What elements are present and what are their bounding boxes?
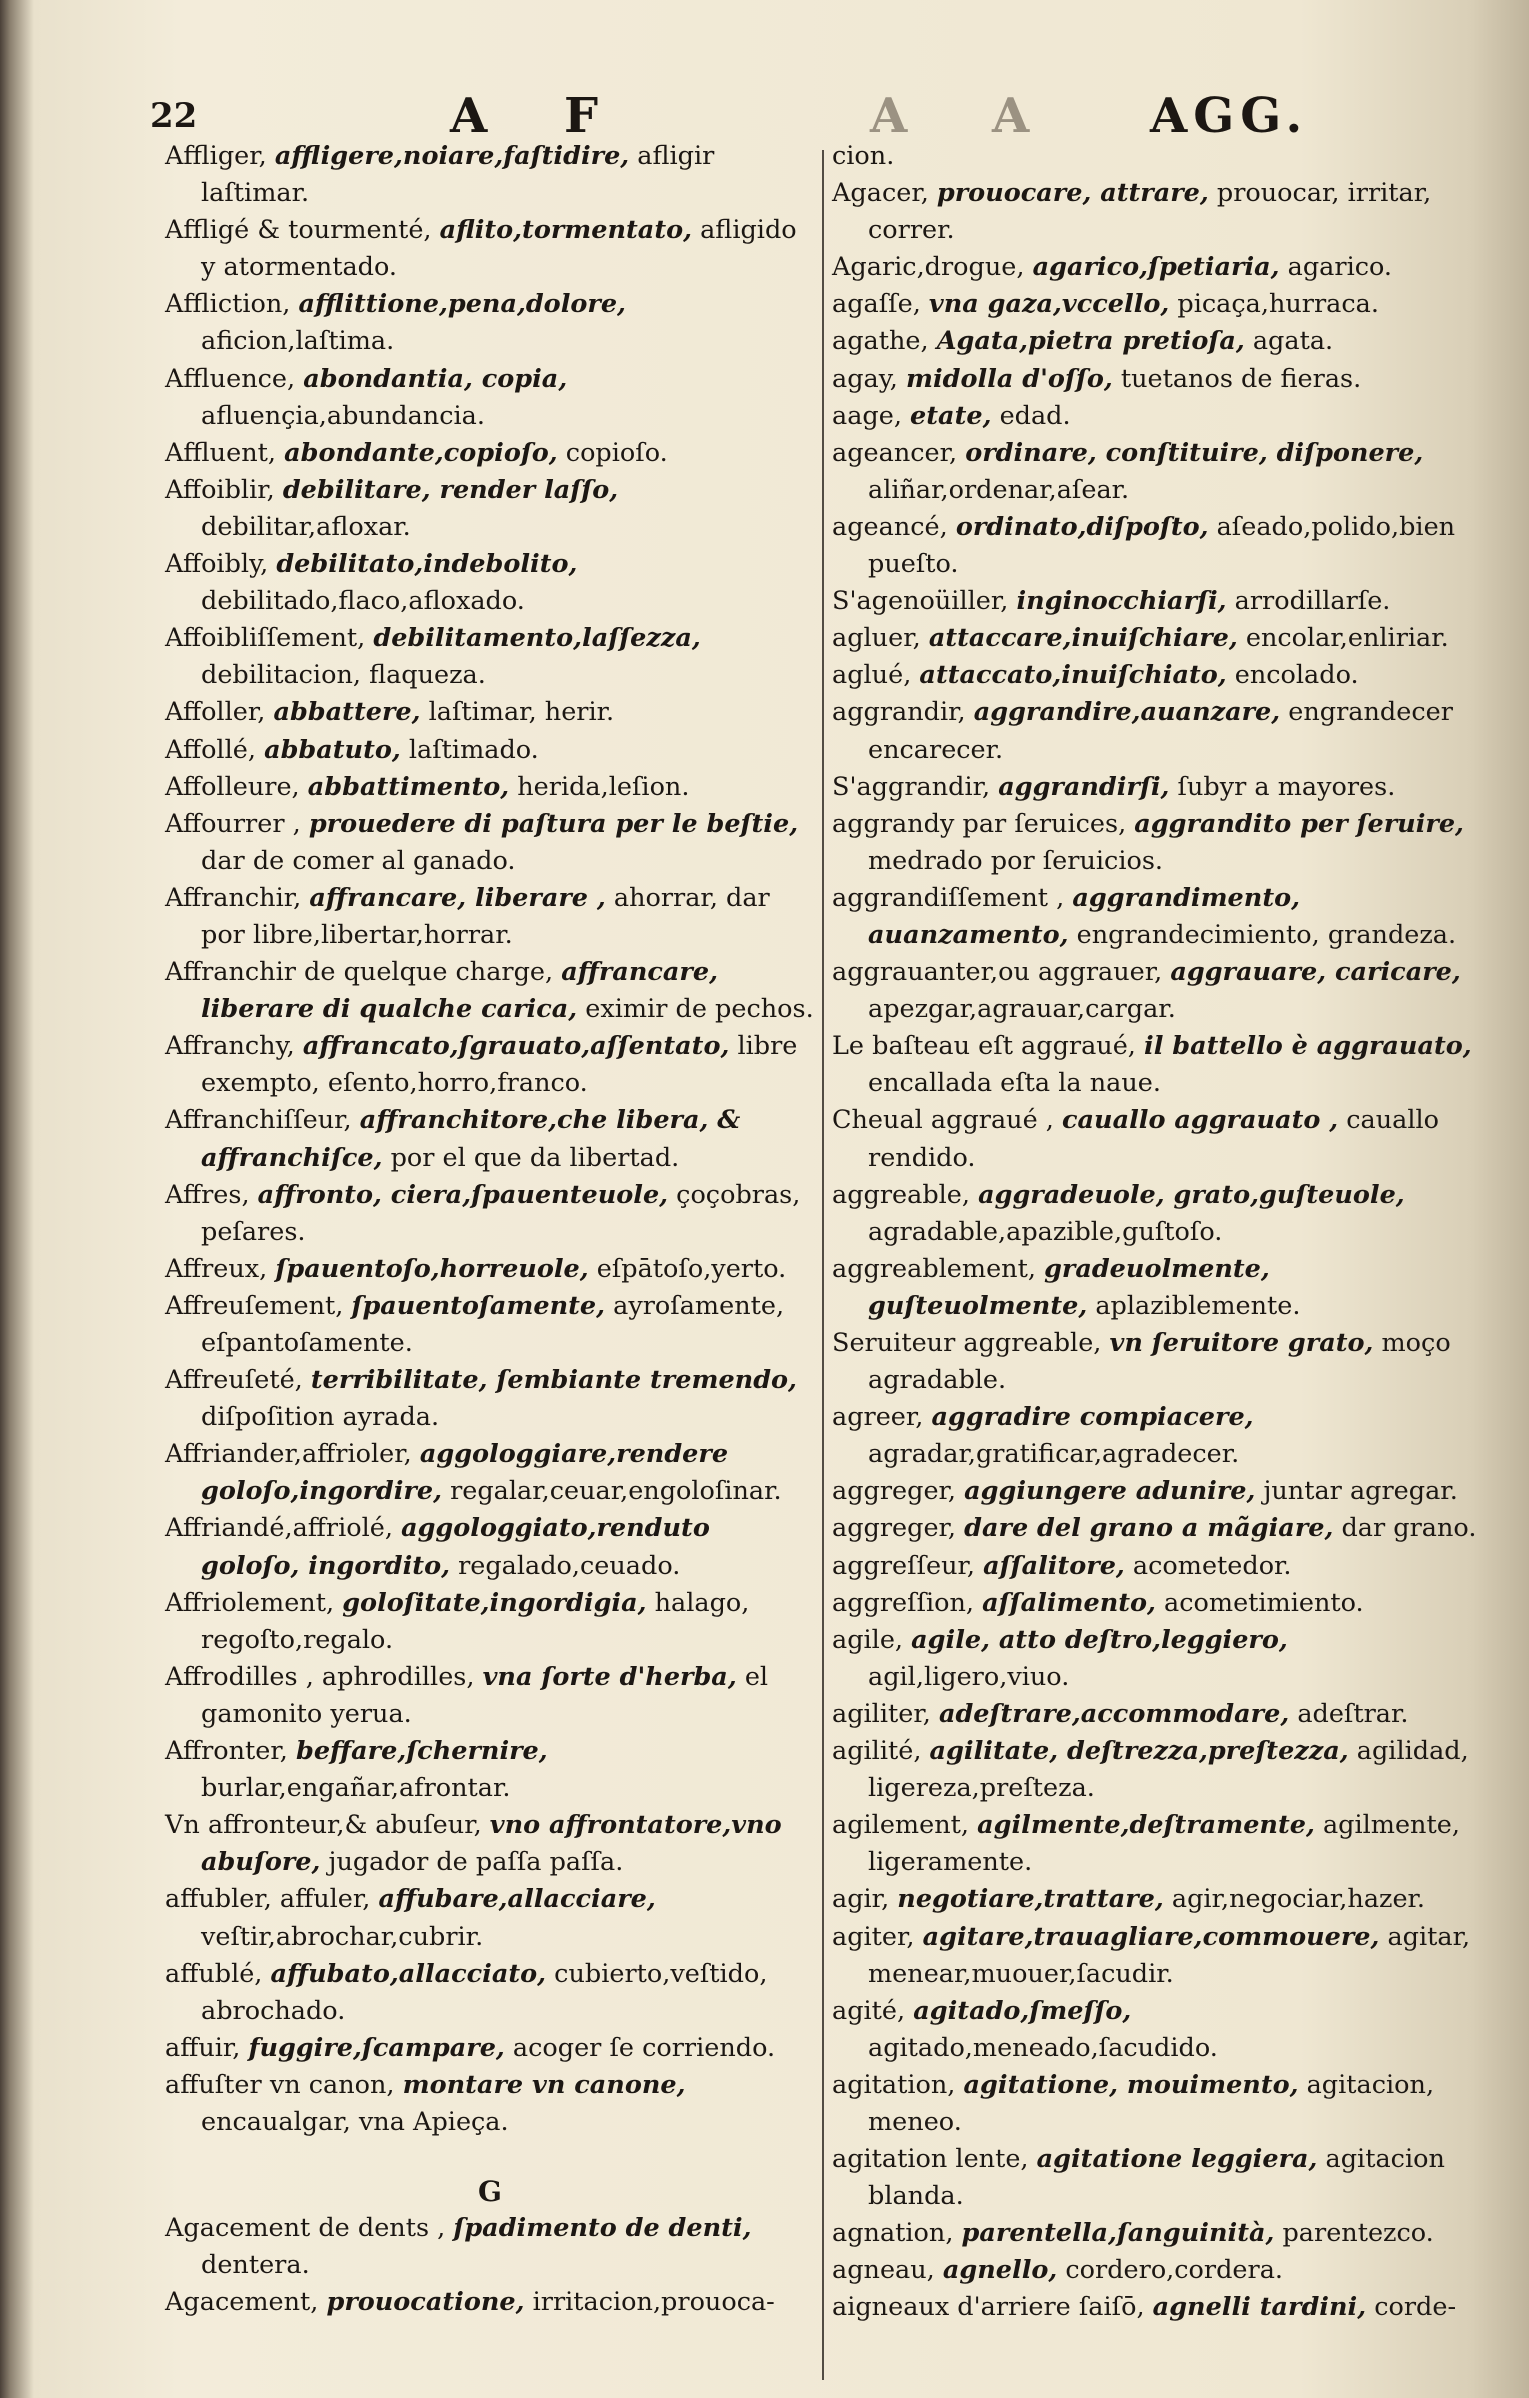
italian-translation: ſpadimento de denti, — [453, 2213, 752, 2244]
italian-translation: abbattimento, — [307, 771, 510, 802]
headword: agir, — [832, 1884, 890, 1915]
italian-translation: aggiungere adunire, — [964, 1476, 1256, 1507]
spanish-translation: debilitacion, flaqueza. — [201, 660, 486, 691]
headword: agilité, — [832, 1736, 922, 1767]
headword: affuir, — [165, 2032, 241, 2063]
dictionary-entry — [165, 1251, 815, 1288]
dictionary-entry — [165, 694, 815, 731]
spanish-translation: regalado,ceuado. — [458, 1550, 681, 1581]
dictionary-entry — [165, 769, 815, 806]
italian-translation: abondantia, copia, — [303, 363, 568, 394]
spanish-translation: engrandecimiento, grandeza. — [1076, 919, 1457, 950]
spanish-translation: arrodillarſe. — [1234, 586, 1391, 617]
dictionary-entry — [832, 249, 1482, 286]
italian-translation: aflito,tormentato, — [439, 215, 692, 246]
italian-translation: debilitato,indebolito, — [276, 549, 578, 580]
spanish-translation: veſtir,abrochar,cubrir. — [201, 1921, 484, 1952]
spanish-translation: çoçobras, peſares. — [201, 1179, 801, 1247]
italian-translation: negotiare,trattare, — [897, 1884, 1164, 1915]
italian-translation: agarico,ſpetiaria, — [1032, 252, 1280, 283]
italian-translation: prouocare, attrare, — [936, 178, 1209, 209]
headword: Affolleure, — [165, 771, 300, 802]
right-running-head-faded: A A — [870, 88, 1064, 144]
spanish-translation: halago, regoſto,regalo. — [201, 1587, 750, 1655]
headword: Affranchir de quelque charge, — [165, 957, 554, 988]
dictionary-entry — [832, 1251, 1482, 1325]
headword: agitation, — [832, 2069, 956, 2100]
dictionary-entry — [165, 1585, 815, 1659]
spanish-translation: encaualgar, vna Apieça. — [201, 2106, 509, 2137]
italian-translation: aggrandito per ſeruire, — [1134, 808, 1464, 839]
italian-translation: affranchitore,che libera, & affranchiſce, — [201, 1105, 741, 1173]
italian-translation: debilitamento,laſſezza, — [373, 623, 701, 654]
column-divider — [822, 150, 824, 2380]
italian-translation: vna gaza,vccello, — [928, 289, 1170, 320]
dictionary-entry — [832, 1807, 1482, 1881]
dictionary-entry — [165, 286, 815, 360]
spanish-translation: cion. — [832, 141, 895, 171]
left-running-head: A F — [450, 88, 629, 144]
dictionary-entry — [832, 657, 1482, 694]
spanish-translation: aſeado,polido,bien pueſto. — [868, 511, 1456, 580]
headword: agreer, — [832, 1402, 924, 1433]
italian-translation: dare del grano a mãgiare, — [964, 1513, 1334, 1544]
spanish-translation: dentera. — [201, 2250, 310, 2281]
headword: aggrauanter,ou aggrauer, — [832, 957, 1163, 988]
italian-translation: agilitate, deſtrezza,preſtezza, — [929, 1736, 1349, 1767]
dictionary-entry — [832, 1102, 1482, 1176]
dictionary-entry — [165, 2067, 815, 2141]
headword: agitation lente, — [832, 2144, 1029, 2175]
dictionary-entry — [165, 1807, 815, 1881]
dictionary-entry — [165, 1102, 815, 1176]
italian-translation: agile, atto deſtro,leggiero, — [911, 1624, 1288, 1655]
headword: Affreuſeté, — [165, 1365, 303, 1396]
spanish-translation: apezgar,agrauar,cargar. — [868, 994, 1176, 1025]
spanish-translation: afligido y atormentado. — [201, 215, 797, 283]
headword: agneau, — [832, 2255, 935, 2286]
spanish-translation: laſtimado. — [408, 734, 539, 765]
headword: Affluence, — [165, 363, 296, 394]
italian-translation: inginocchiarſi, — [1016, 586, 1227, 617]
dictionary-entry — [832, 1733, 1482, 1807]
headword: agile, — [832, 1624, 904, 1655]
headword: aggreger, — [832, 1476, 957, 1507]
italian-translation: aggrauare, caricare, — [1170, 957, 1461, 988]
spanish-translation: juntar agregar. — [1263, 1476, 1458, 1507]
spanish-translation: el gamonito yerua. — [201, 1661, 769, 1729]
spanish-translation: agradar,gratificar,agradecer. — [868, 1439, 1240, 1470]
headword: Affreux, — [165, 1253, 268, 1284]
italian-translation: affligere,noiare,faſtidire, — [274, 141, 630, 171]
spanish-translation: prouocar, irritar, correr. — [868, 178, 1432, 246]
italian-translation: prouocatione, — [326, 2287, 525, 2318]
italian-translation: goloſitate,ingordigia, — [342, 1587, 647, 1618]
headword: Affourrer , — [165, 808, 301, 839]
dictionary-entry — [165, 620, 815, 694]
dictionary-entry — [165, 435, 815, 472]
headword: agilement, — [832, 1810, 969, 1841]
headword: affuſter vn canon, — [165, 2069, 395, 2100]
dictionary-entry — [832, 1473, 1482, 1510]
headword: Le baſteau eſt aggraué, — [832, 1031, 1136, 1062]
headword: Agacement, — [165, 2287, 319, 2318]
italian-translation: affronto, ciera,ſpauenteuole, — [257, 1179, 669, 1210]
italian-translation: affubare,allacciare, — [378, 1884, 656, 1915]
spanish-translation: engrandecer encarecer. — [868, 697, 1453, 765]
dictionary-entry — [165, 546, 815, 620]
headword: Affriandé,affriolé, — [165, 1513, 393, 1544]
dictionary-entry — [832, 1881, 1482, 1918]
dictionary-entry — [165, 2030, 815, 2067]
headword: agité, — [832, 1995, 906, 2026]
headword: Seruiteur aggreable, — [832, 1328, 1102, 1358]
headword: agluer, — [832, 623, 921, 654]
headword: Affreuſement, — [165, 1290, 344, 1321]
italian-translation: abbattere, — [273, 697, 421, 728]
dictionary-entry — [832, 1510, 1482, 1547]
italian-translation: attaccare,inuiſchiare, — [928, 623, 1238, 654]
headword: agiter, — [832, 1921, 915, 1952]
headword: agay, — [832, 363, 898, 394]
dictionary-entry — [165, 1288, 815, 1362]
dictionary-entry — [832, 620, 1482, 657]
italian-translation: midolla d'oſſo, — [905, 363, 1113, 394]
italian-translation: affrancare, liberare di qualche carica, — [201, 957, 718, 1025]
spanish-translation: encolar,enliriar. — [1245, 623, 1449, 654]
headword: Agaric,drogue, — [832, 252, 1025, 283]
italian-translation: aggrandirſi, — [998, 771, 1170, 802]
dictionary-entry — [165, 1362, 815, 1436]
dictionary-entry — [165, 361, 815, 435]
spanish-translation: jugador de paſſa paſſa. — [328, 1847, 624, 1878]
headword: ageancé, — [832, 511, 948, 542]
dictionary-entry — [832, 1325, 1482, 1399]
spanish-translation: agradable,apazible,guſtoſo. — [868, 1216, 1223, 1247]
dictionary-entry — [165, 2284, 815, 2321]
spanish-translation: debilitado,flaco,afloxado. — [201, 586, 525, 617]
headword: aggreſſeur, — [832, 1550, 976, 1581]
spanish-translation: diſpoſition ayrada. — [201, 1402, 440, 1433]
dictionary-entry — [832, 1177, 1482, 1251]
headword: aggreger, — [832, 1513, 957, 1544]
dictionary-entry — [832, 361, 1482, 398]
italian-translation: affubato,allacciato, — [270, 1958, 547, 1989]
spanish-translation: parentezco. — [1282, 2218, 1434, 2249]
spanish-translation: cubierto,veſtido, abrochado. — [201, 1958, 768, 2026]
spanish-translation: agitado,meneado,ſacudido. — [868, 2032, 1218, 2063]
spanish-translation: encallada eſta la naue. — [868, 1068, 1161, 1099]
dictionary-entry — [832, 806, 1482, 880]
italian-translation: aggradeuole, grato,guſteuole, — [978, 1179, 1405, 1210]
italian-translation: debilitare, render laſſo, — [282, 474, 619, 505]
headword: agnation, — [832, 2218, 954, 2249]
headword: Affrodilles , aphrodilles, — [165, 1661, 475, 1692]
headword: agaſſe, — [832, 289, 921, 320]
italian-translation: ordinato,diſpoſto, — [955, 511, 1209, 542]
headword: aggreable, — [832, 1179, 971, 1210]
dictionary-entry — [165, 212, 815, 286]
spanish-translation: dar grano. — [1341, 1513, 1477, 1544]
headword: S'aggrandir, — [832, 771, 991, 802]
headword: aggrandir, — [832, 697, 966, 728]
italian-translation: aggradire compiacere, — [931, 1402, 1254, 1433]
italian-translation: aggrandire,auanzare, — [973, 697, 1281, 728]
headword: Affranchiſſeur, — [165, 1105, 352, 1136]
dictionary-entry — [165, 732, 815, 769]
italian-translation: aggologgiato,renduto goloſo, ingordito, — [201, 1513, 710, 1581]
dictionary-entry — [165, 1881, 815, 1955]
spanish-translation: debilitar,afloxar. — [201, 511, 411, 542]
dictionary-entry — [165, 954, 815, 1028]
spanish-translation: medrado por ſeruicios. — [868, 845, 1164, 876]
headword: Affriolement, — [165, 1587, 335, 1618]
headword: Affres, — [165, 1179, 250, 1210]
spanish-translation: agitacion, meneo. — [868, 2069, 1435, 2137]
left-column — [165, 138, 815, 2321]
dictionary-entry — [832, 435, 1482, 509]
spanish-translation: acoger ſe corriendo. — [512, 2032, 776, 2063]
headword: Vn affronteur,& abuſeur, — [165, 1810, 482, 1841]
headword: Affranchy, — [165, 1031, 295, 1062]
italian-translation: agitatione leggiera, — [1036, 2144, 1318, 2175]
dictionary-entry — [832, 1548, 1482, 1585]
italian-translation: gradeuolmente, guſteuolmente, — [868, 1253, 1270, 1321]
dictionary-entry — [832, 769, 1482, 806]
spanish-translation: por el que da libertad. — [390, 1142, 680, 1173]
headword: aglué, — [832, 660, 912, 691]
italian-translation: vn ſeruitore grato, — [1109, 1328, 1374, 1358]
headword: Affoibly, — [165, 549, 269, 580]
italian-translation: affrancare, liberare , — [309, 882, 606, 913]
dictionary-entry — [165, 1028, 815, 1102]
page-number: 22 — [150, 96, 198, 136]
spanish-translation: cordero,cordera. — [1065, 2255, 1284, 2286]
dictionary-entry — [832, 1585, 1482, 1622]
spanish-translation: encolado. — [1234, 660, 1359, 691]
dictionary-entry — [832, 2215, 1482, 2252]
dictionary-entry — [832, 175, 1482, 249]
italian-translation: adeſtrare,accommodare, — [938, 1698, 1290, 1729]
headword: Affliger, — [165, 141, 267, 171]
spanish-translation: laſtimar, herir. — [428, 697, 615, 728]
italian-translation: abbatuto, — [264, 734, 401, 765]
dictionary-entry — [832, 2141, 1482, 2215]
right-column — [832, 138, 1482, 2327]
spanish-translation: edad. — [999, 400, 1071, 431]
headword: aage, — [832, 400, 902, 431]
spanish-translation: agilmente, ligeramente. — [868, 1810, 1460, 1878]
dictionary-entry — [165, 472, 815, 546]
italian-translation: agnello, — [942, 2255, 1058, 2286]
dictionary-entry — [832, 2252, 1482, 2289]
dictionary-entry — [832, 323, 1482, 360]
headword: Affoiblir, — [165, 474, 275, 505]
spanish-translation: agata. — [1252, 326, 1334, 357]
headword: aggreablement, — [832, 1253, 1036, 1284]
italian-translation: fuggire,ſcampare, — [248, 2032, 505, 2063]
dictionary-entry — [832, 1399, 1482, 1473]
italian-translation: vno affrontatore,vno abuſore, — [201, 1810, 782, 1878]
dictionary-entry — [832, 1622, 1482, 1696]
dictionary-entry — [165, 1436, 815, 1510]
italian-translation: vna ſorte d'herba, — [482, 1661, 737, 1692]
spanish-translation: burlar,engañar,afrontar. — [201, 1773, 511, 1804]
spanish-translation: agitar, menear,muouer,ſacudir. — [868, 1921, 1471, 1989]
dictionary-entry — [832, 954, 1482, 1028]
spanish-translation: agarico. — [1287, 252, 1393, 283]
headword: aigneaux d'arriere ſaiſō, — [832, 2292, 1145, 2323]
spanish-translation: regalar,ceuar,engoloſinar. — [450, 1476, 782, 1507]
spanish-translation: ayroſamente, eſpantoſamente. — [201, 1290, 785, 1358]
headword: Agacer, — [832, 178, 929, 209]
headword: affubler, affuler, — [165, 1884, 371, 1915]
right-running-head: AGG. — [1150, 88, 1309, 144]
headword: ageancer, — [832, 437, 958, 468]
italian-translation: agilmente,deſtramente, — [977, 1810, 1315, 1841]
dictionary-entry — [832, 2067, 1482, 2141]
italian-translation: il battello è aggrauato, — [1144, 1031, 1472, 1062]
headword: Affranchir, — [165, 882, 302, 913]
spanish-translation: agitacion blanda. — [868, 2144, 1445, 2212]
dictionary-entry — [165, 1956, 815, 2030]
spanish-translation: ſubyr a mayores. — [1177, 771, 1396, 802]
headword: Affliction, — [165, 289, 291, 320]
spanish-translation: copioſo. — [565, 437, 668, 468]
dictionary-entry — [832, 1696, 1482, 1733]
italian-translation: agitatione, mouimento, — [963, 2069, 1299, 2100]
italian-translation: agitado,ſmeſſo, — [913, 1995, 1132, 2026]
dictionary-entry — [165, 1733, 815, 1807]
headword: S'agenoüiller, — [832, 586, 1009, 617]
spanish-translation: tuetanos de fieras. — [1120, 363, 1362, 394]
headword: agathe, — [832, 326, 929, 357]
italian-translation: agnelli tardini, — [1152, 2292, 1367, 2323]
italian-translation: cauallo aggrauato , — [1062, 1105, 1339, 1136]
italian-translation: attaccato,inuiſchiato, — [919, 660, 1227, 691]
spanish-translation: eſpātoſo,yerto. — [596, 1253, 787, 1284]
spanish-translation: agir,negociar,hazer. — [1171, 1884, 1426, 1915]
italian-translation: ordinare, conſtituire, diſponere, — [965, 437, 1424, 468]
headword: aggrandy par ſeruices, — [832, 808, 1127, 839]
italian-translation: afflittione,pena,dolore, — [298, 289, 626, 320]
italian-translation: etate, — [910, 400, 992, 431]
italian-translation: ſpauentoſamente, — [351, 1290, 606, 1321]
headword: agiliter, — [832, 1698, 931, 1729]
dictionary-entry — [832, 1919, 1482, 1993]
dictionary-entry — [832, 509, 1482, 583]
dictionary-entry — [165, 806, 815, 880]
spanish-translation: moço agradable. — [868, 1328, 1451, 1396]
italian-translation: aſſalimento, — [982, 1587, 1156, 1618]
dictionary-entry — [832, 1028, 1482, 1102]
dictionary-entry — [165, 1510, 815, 1584]
spanish-translation: herida,leſion. — [517, 771, 690, 802]
spanish-translation: ahorrar, dar por libre,libertar,horrar. — [201, 882, 770, 950]
headword: Affriander,affrioler, — [165, 1439, 412, 1470]
spanish-translation: picaça,hurraca. — [1177, 289, 1379, 320]
spanish-translation: eximir de pechos. — [585, 994, 814, 1025]
headword: Affligé & tourmenté, — [165, 215, 432, 246]
section-letter: G — [478, 2175, 502, 2209]
headword: Affronter, — [165, 1736, 288, 1767]
spanish-translation: corde- — [1374, 2292, 1457, 2323]
headword: Affoller, — [165, 697, 266, 728]
dictionary-entry — [832, 583, 1482, 620]
headword: Cheual aggraué , — [832, 1105, 1054, 1136]
dictionary-entry — [832, 1993, 1482, 2067]
italian-translation: beffare,ſchernire, — [296, 1736, 548, 1767]
spanish-translation: aliñar,ordenar,aſear. — [868, 474, 1130, 505]
dictionary-entry — [832, 880, 1482, 954]
headword: aggrandiſſement , — [832, 882, 1065, 913]
spanish-translation: acometimiento. — [1164, 1587, 1364, 1618]
spanish-translation: cauallo rendido. — [868, 1105, 1440, 1173]
italian-translation: terribilitate, ſembiante tremendo, — [310, 1365, 797, 1396]
dictionary-entry — [165, 880, 815, 954]
dictionary-entry — [165, 138, 815, 212]
italian-translation: Agata,pietra pretioſa, — [936, 326, 1245, 357]
spanish-translation: agilidad, ligereza,preſteza. — [868, 1736, 1469, 1804]
dictionary-entry — [832, 286, 1482, 323]
spanish-translation: afluençia,abundancia. — [201, 400, 485, 431]
italian-translation: prouedere di paſtura per le beſtie, — [308, 808, 799, 839]
spanish-translation: adeſtrar. — [1297, 1698, 1409, 1729]
spanish-translation: irritacion,prouoca- — [532, 2287, 775, 2318]
dictionary-entry — [832, 694, 1482, 768]
italian-translation: aggrandimento, auanzamento, — [868, 882, 1300, 950]
spanish-translation: dar de comer al ganado. — [201, 845, 516, 876]
headword: Affluent, — [165, 437, 276, 468]
italian-translation: aſſalitore, — [983, 1550, 1125, 1581]
italian-translation: aggologgiare,rendere goloſo,ingordire, — [201, 1439, 729, 1507]
spanish-translation: acometedor. — [1132, 1550, 1292, 1581]
italian-translation: abondante,copioſo, — [284, 437, 558, 468]
italian-translation: affrancato,ſgrauato,aſſentato, — [302, 1031, 730, 1062]
dictionary-entry — [832, 398, 1482, 435]
spanish-translation: libre exempto, eſento,horro,franco. — [201, 1031, 798, 1099]
headword: aggreſſion, — [832, 1587, 975, 1618]
headword: Affoibliſſement, — [165, 623, 366, 654]
dictionary-entry — [165, 2210, 815, 2284]
dictionary-entry — [165, 1177, 815, 1251]
headword: affublé, — [165, 1958, 263, 1989]
dictionary-entry — [832, 138, 1482, 175]
dictionary-entry — [832, 2289, 1482, 2326]
italian-translation: montare vn canone, — [402, 2069, 686, 2100]
spanish-translation: afligir laſtimar. — [201, 141, 715, 209]
headword: Agacement de dents , — [165, 2213, 446, 2244]
spanish-translation: aplaziblemente. — [1095, 1290, 1301, 1321]
spanish-translation: agil,ligero,viuo. — [868, 1661, 1070, 1692]
italian-translation: parentella,ſanguinità, — [961, 2218, 1275, 2249]
italian-translation: agitare,trauagliare,commouere, — [922, 1921, 1380, 1952]
dictionary-entry — [165, 1659, 815, 1733]
italian-translation: ſpauentoſo,horreuole, — [275, 1253, 589, 1284]
headword: Affollé, — [165, 734, 256, 765]
spanish-translation: aficion,laſtima. — [201, 326, 395, 357]
